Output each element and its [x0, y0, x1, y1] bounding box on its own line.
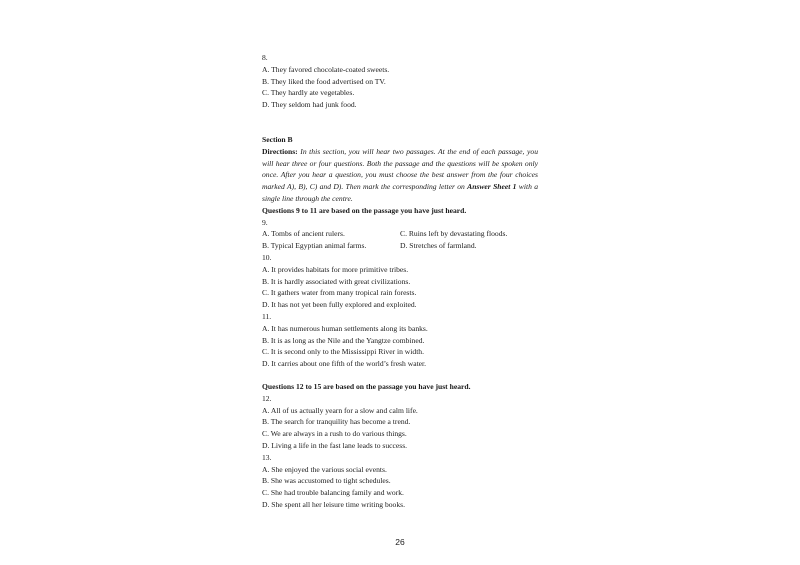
question-13-option-d: D. She spent all her leisure time writing books.	[262, 499, 405, 509]
question-9-row-2	[262, 240, 542, 252]
section-b-directions	[262, 146, 538, 205]
question-13-option-c: C. She had trouble balancing family and work.	[262, 488, 404, 498]
page-number: 26	[395, 537, 405, 547]
page-content	[262, 52, 542, 511]
question-9-option-d: D. Stretches of farmland.	[400, 241, 477, 251]
answer-sheet-label: Answer Sheet 1	[467, 182, 517, 192]
question-9-number: 9.	[262, 217, 268, 227]
question-9-row-1	[262, 228, 542, 240]
question-11-number: 11.	[262, 311, 272, 321]
question-12-option-c: C. We are always in a rush to do various things.	[262, 429, 407, 439]
question-10-number: 10.	[262, 252, 272, 262]
question-11-option-c: C. It is second only to the Mississippi River in width.	[262, 347, 425, 357]
question-8-option-c: C. They hardly ate vegetables.	[262, 88, 355, 98]
group-1-heading: Questions 9 to 11 are based on the passage you have just heard.	[262, 205, 467, 215]
question-8-number: 8.	[262, 53, 268, 62]
question-9-option-a: A. Tombs of ancient rulers.	[262, 229, 345, 239]
question-11-option-d: D. It carries about one fifth of the world’s fresh water.	[262, 359, 427, 369]
question-12-option-d: D. Living a life in the fast lane leads to success.	[262, 440, 408, 450]
question-13-number: 13.	[262, 452, 272, 462]
question-11-option-b: B. It is as long as the Nile and the Yangtze combined.	[262, 335, 425, 345]
question-12-option-a: A. All of us actually yearn for a slow and calm life.	[262, 405, 418, 415]
question-9-option-b: B. Typical Egyptian animal farms.	[262, 241, 367, 251]
question-10-option-a: A. It provides habitats for more primitive tribes.	[262, 264, 409, 274]
question-12-number: 12.	[262, 393, 272, 403]
question-8-option-a: A. They favored chocolate-coated sweets.	[262, 64, 390, 74]
directions-text: In this section, you will hear two passages. At the end of each passage, you will hear three or four questions. Both the passage and the questions will be spoken only once. After you hear a question, you must choose the best answer from the four choices marked A), B), C) and D). Then mark the corresponding letter on	[262, 146, 538, 192]
directions-end: with a single line through the centre.	[262, 182, 538, 203]
question-13-option-a: A. She enjoyed the various social events.	[262, 464, 387, 474]
question-8-option-d: D. They seldom had junk food.	[262, 100, 357, 110]
question-13-option-b: B. She was accustomed to tight schedules.	[262, 476, 391, 486]
directions-label: Directions:	[262, 146, 298, 156]
question-12-option-b: B. The search for tranquility has become a trend.	[262, 417, 411, 427]
section-b-title: Section B	[262, 134, 293, 144]
group-2-heading: Questions 12 to 15 are based on the passage you have just heard.	[262, 381, 471, 391]
question-8-option-b: B. They liked the food advertised on TV.	[262, 76, 386, 86]
question-9-option-c: C. Ruins left by devastating floods.	[400, 229, 508, 239]
question-11-option-a: A. It has numerous human settlements along its banks.	[262, 323, 428, 333]
question-10-option-c: C. It gathers water from many tropical rain forests.	[262, 288, 417, 298]
question-10-option-d: D. It has not yet been fully explored and exploited.	[262, 300, 417, 310]
question-10-option-b: B. It is hardly associated with great civilizations.	[262, 276, 411, 286]
